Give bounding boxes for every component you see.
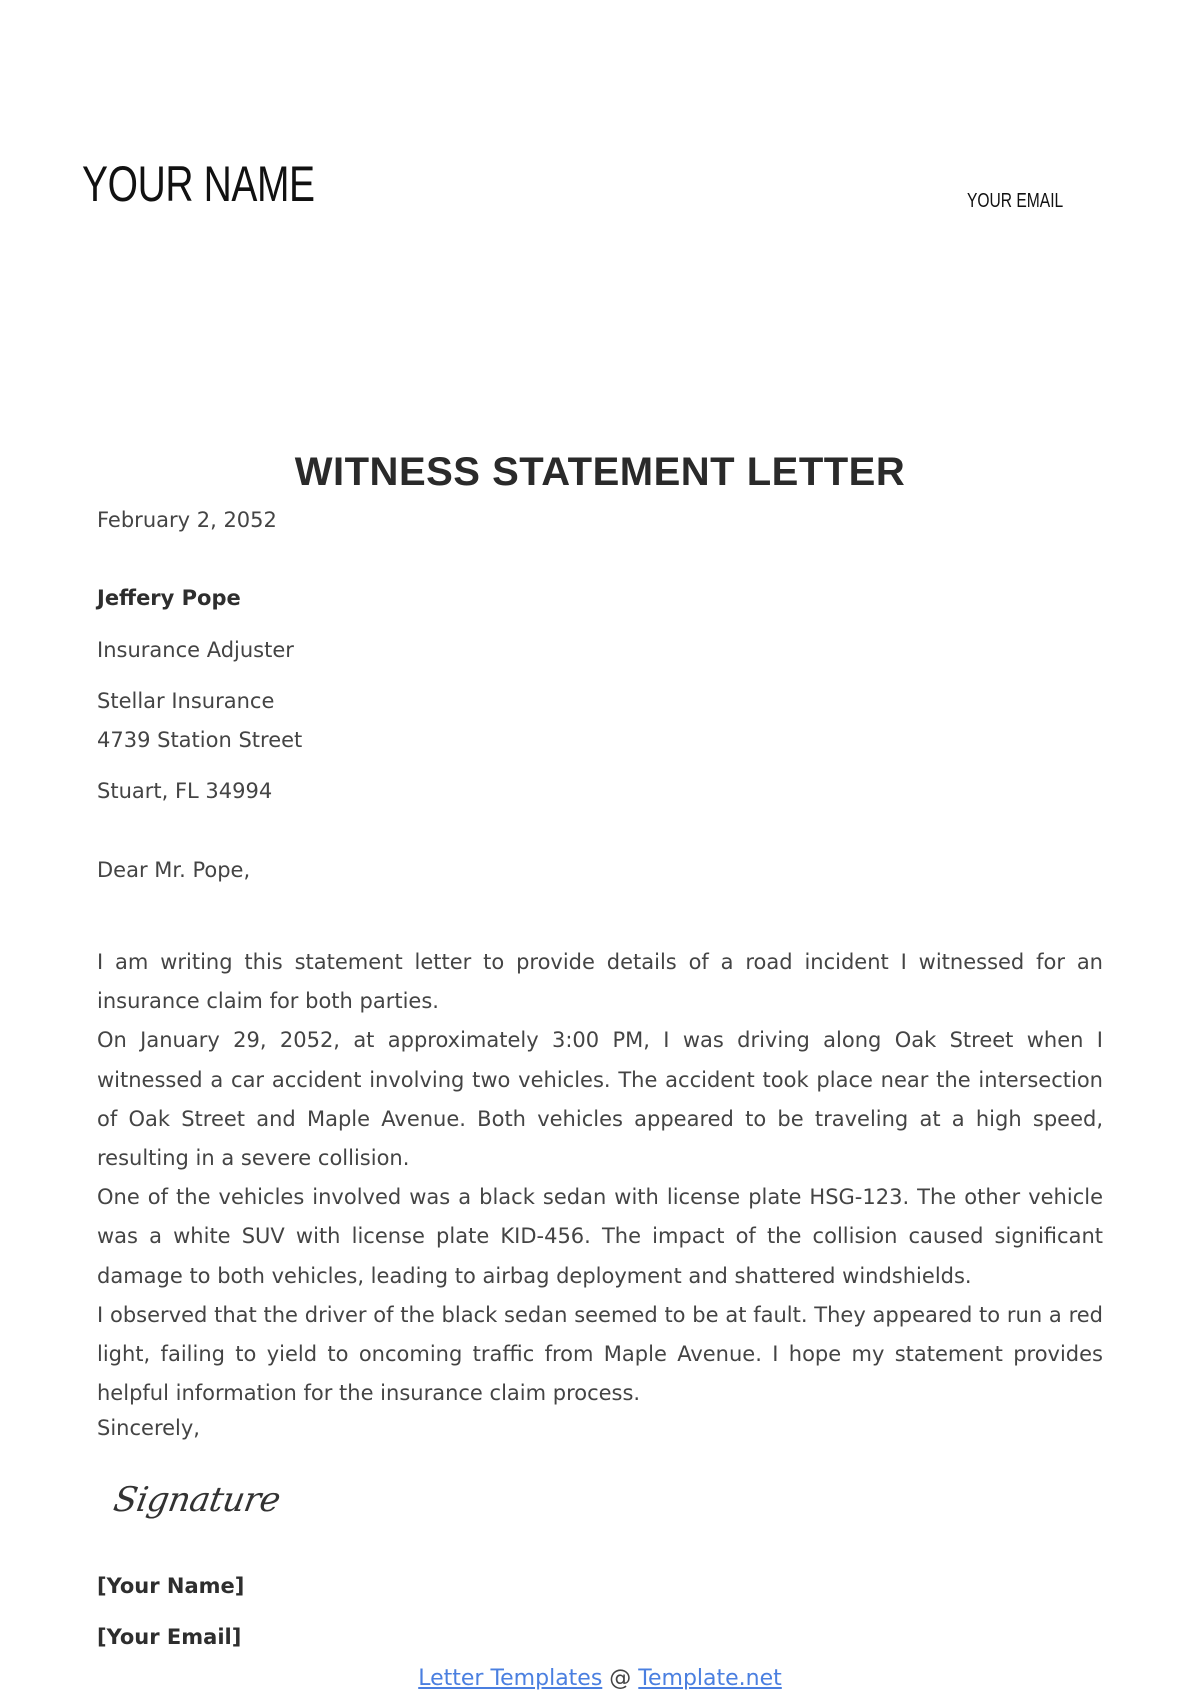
body-paragraph-1: I am writing this statement letter to provide details of a road incident I witnessed for an insurance claim for both parties. — [97, 950, 1103, 1014]
sender-email: [Your Email] — [97, 1625, 242, 1649]
recipient-city-state-zip: Stuart, FL 34994 — [97, 779, 273, 803]
letter-date: February 2, 2052 — [97, 508, 277, 532]
header-email: YOUR EMAIL — [967, 190, 1064, 212]
header-name: YOUR NAME — [82, 156, 315, 212]
letter-body — [97, 943, 1103, 1413]
footer-separator: @ — [602, 1666, 639, 1691]
signature: Signature — [110, 1480, 284, 1520]
document-title: WITNESS STATEMENT LETTER — [294, 450, 906, 494]
footer — [0, 1664, 1200, 1694]
recipient-street: 4739 Station Street — [97, 728, 303, 752]
letter-templates-link[interactable]: Letter Templates — [418, 1666, 603, 1691]
recipient-name: Jeffery Pope — [97, 586, 241, 610]
template-net-link[interactable]: Template.net — [638, 1666, 782, 1691]
body-paragraph-2: On January 29, 2052, at approximately 3:00 PM, I was driving along Oak Street when I witnessed a car accident involving two vehicles. The accident took place near the intersection of Oak Street and Maple Avenue. Both vehicles appeared to be traveling at a high speed, resulting in a severe collision. — [97, 1028, 1103, 1171]
salutation: Dear Mr. Pope, — [97, 858, 251, 882]
body-paragraph-3: One of the vehicles involved was a black sedan with license plate HSG-123. The other vehicle was a white SUV with license plate KID-456. The impact of the collision caused significant damage to both vehicles, leading to airbag deployment and shattered windshields. — [97, 1185, 1103, 1288]
sender-name: [Your Name] — [97, 1574, 245, 1598]
recipient-title: Insurance Adjuster — [97, 638, 294, 662]
closing: Sincerely, — [97, 1416, 200, 1440]
recipient-company: Stellar Insurance — [97, 689, 275, 713]
body-paragraph-4: I observed that the driver of the black sedan seemed to be at fault. They appeared to run a red light, failing to yield to oncoming traffic from Maple Avenue. I hope my statement provides helpful information for the insurance claim process. — [97, 1302, 1103, 1406]
